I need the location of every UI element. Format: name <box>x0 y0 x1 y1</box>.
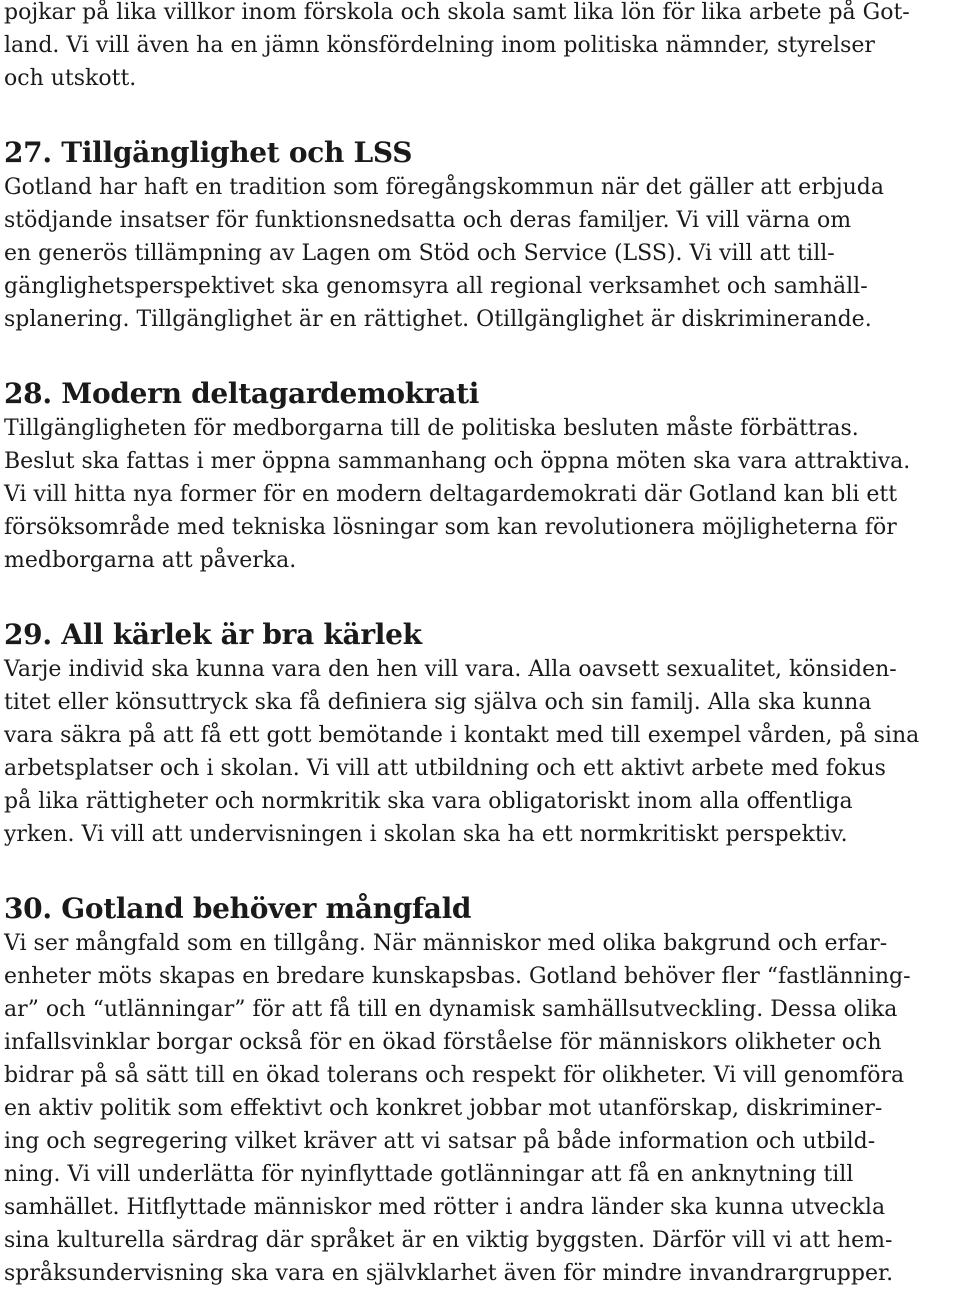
text-line: yrken. Vi vill att undervisningen i skolan ska ha ett normkritiskt perspektiv. <box>4 822 848 847</box>
text-line: vara säkra på att få ett gott bemötande i kontakt med till exempel vården, på sina <box>4 723 920 748</box>
section-number: 28. <box>4 377 52 410</box>
text-line: pojkar på lika villkor inom förskola och skola samt lika lön för lika arbete på Got- <box>4 0 910 25</box>
text-line: på lika rättigheter och normkritik ska vara obligatoriskt inom alla offentliga <box>4 789 853 814</box>
text-line: arbetsplatser och i skolan. Vi vill att utbildning och ett aktivt arbete med fokus <box>4 756 886 781</box>
text-line: ning. Vi vill underlätta för nyinflyttade gotlänningar att få en anknytning till <box>4 1162 854 1187</box>
text-line: en generös tillämpning av Lagen om Stöd och Service (LSS). Vi vill att till- <box>4 241 835 266</box>
text-line: samhället. Hitflyttade människor med rötter i andra länder ska kunna utveckla <box>4 1195 886 1220</box>
text-line: infallsvinklar borgar också för en ökad förståelse för människors olikheter och <box>4 1030 882 1055</box>
document-page <box>4 0 956 1290</box>
text-line: splanering. Tillgänglighet är en rättighet. Otillgänglighet är diskriminerande. <box>4 307 872 332</box>
text-line: bidrar på så sätt till en ökad tolerans och respekt för olikheter. Vi vill genomföra <box>4 1063 905 1088</box>
section-body <box>4 927 956 1290</box>
section-27 <box>4 135 956 336</box>
section-28 <box>4 376 956 577</box>
text-line: titet eller könsuttryck ska få definiera sig själva och sin familj. Alla ska kunna <box>4 690 872 715</box>
section-number: 30. <box>4 892 52 925</box>
section-title: Modern deltagardemokrati <box>61 377 480 410</box>
section-title: All kärlek är bra kärlek <box>61 618 422 651</box>
intro-paragraph <box>4 0 956 95</box>
text-line: en aktiv politik som effektivt och konkret jobbar mot utanförskap, diskriminer- <box>4 1096 883 1121</box>
section-title: Tillgänglighet och LSS <box>61 136 413 169</box>
text-line: stödjande insatser för funktionsnedsatta och deras familjer. Vi vill värna om <box>4 208 852 233</box>
section-29 <box>4 617 956 851</box>
text-line: medborgarna att påverka. <box>4 548 297 573</box>
section-number: 27. <box>4 136 52 169</box>
text-line: Varje individ ska kunna vara den hen vill vara. Alla oavsett sexualitet, könsiden- <box>4 657 897 682</box>
text-line: ar” och “utlänningar” för att få till en dynamisk samhällsutveckling. Dessa olika <box>4 997 898 1022</box>
section-body <box>4 653 956 851</box>
section-heading <box>4 891 956 927</box>
section-30 <box>4 891 956 1290</box>
text-line: gänglighetsperspektivet ska genomsyra all regional verksamhet och samhäll- <box>4 274 868 299</box>
section-title: Gotland behöver mångfald <box>61 892 472 925</box>
text-line: sina kulturella särdrag där språket är en viktig byggsten. Därför vill vi att hem- <box>4 1228 893 1253</box>
section-heading <box>4 135 956 171</box>
text-line: Vi ser mångfald som en tillgång. När människor med olika bakgrund och erfar- <box>4 931 888 956</box>
text-line: land. Vi vill även ha en jämn könsfördelning inom politiska nämnder, styrelser <box>4 33 875 58</box>
text-line: försöksområde med tekniska lösningar som kan revolutionera möjligheterna för <box>4 515 897 540</box>
section-heading <box>4 617 956 653</box>
section-heading <box>4 376 956 412</box>
text-line: Beslut ska fattas i mer öppna sammanhang och öppna möten ska vara attraktiva. <box>4 449 911 474</box>
section-body <box>4 412 956 577</box>
text-line: ing och segregering vilket kräver att vi satsar på både information och utbild- <box>4 1129 876 1154</box>
text-line: enheter möts skapas en bredare kunskapsbas. Gotland behöver fler “fastlänning- <box>4 964 911 989</box>
text-line: Vi vill hitta nya former för en modern deltagardemokrati där Gotland kan bli ett <box>4 482 898 507</box>
text-line: Tillgängligheten för medborgarna till de politiska besluten måste förbättras. <box>4 416 859 441</box>
text-line: och utskott. <box>4 66 137 91</box>
section-body <box>4 171 956 336</box>
section-number: 29. <box>4 618 52 651</box>
text-line: språksundervisning ska vara en självklarhet även för mindre invandrargrupper. <box>4 1261 894 1286</box>
text-line: Gotland har haft en tradition som föregångskommun när det gäller att erbjuda <box>4 175 884 200</box>
